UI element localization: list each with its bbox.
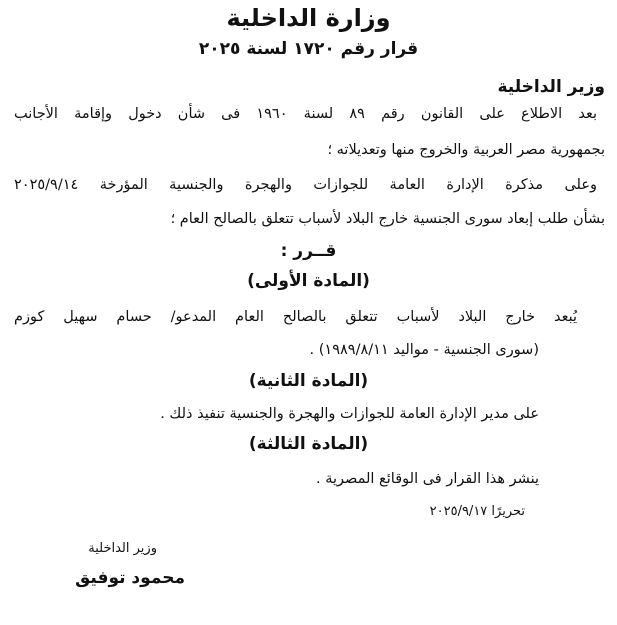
article-1-line-1: يُبعد خارج البلاد لأسباب تتعلق بالصالح العام المدعو/ حسام سهيل كوزم <box>14 309 577 325</box>
article-3-heading: (المادة الثالثة) <box>248 434 369 454</box>
signature-title: وزير الداخلية <box>88 541 157 556</box>
article-2-heading: (المادة الثانية) <box>248 371 369 391</box>
issuer-heading: وزير الداخلية <box>497 77 605 97</box>
article-1-line-2: (سورى الجنسية - مواليد ١٩٨٩/٨/١١) . <box>309 342 539 358</box>
preamble-line-3: وعلى مذكرة الإدارة العامة للجوازات والهجرة والجنسية المؤرخة ٢٠٢٥/٩/١٤ <box>14 177 597 193</box>
issued-date: تحريرًا ٢٠٢٥/٩/١٧ <box>429 504 525 519</box>
decided-label: قــرر : <box>280 241 337 261</box>
preamble-line-4: بشأن طلب إبعاد سورى الجنسية خارج البلاد لأسباب تتعلق بالصالح العام ؛ <box>170 211 605 227</box>
ministry-title: وزارة الداخلية <box>226 4 391 32</box>
signature-name: محمود توفيق <box>75 568 185 588</box>
article-1-heading: (المادة الأولى) <box>247 271 370 291</box>
decree-number-title: قرار رقم ١٧٢٠ لسنة ٢٠٢٥ <box>198 39 419 59</box>
preamble-line-1: بعد الاطلاع على القانون رقم ٨٩ لسنة ١٩٦٠ فى شأن دخول وإقامة الأجانب <box>14 106 597 122</box>
preamble-line-2: بجمهورية مصر العربية والخروج منها وتعديلاته ؛ <box>327 142 605 158</box>
article-2-line-1: على مدير الإدارة العامة للجوازات والهجرة والجنسية تنفيذ ذلك . <box>160 406 539 422</box>
article-3-line-1: ينشر هذا القرار فى الوقائع المصرية . <box>316 471 539 487</box>
